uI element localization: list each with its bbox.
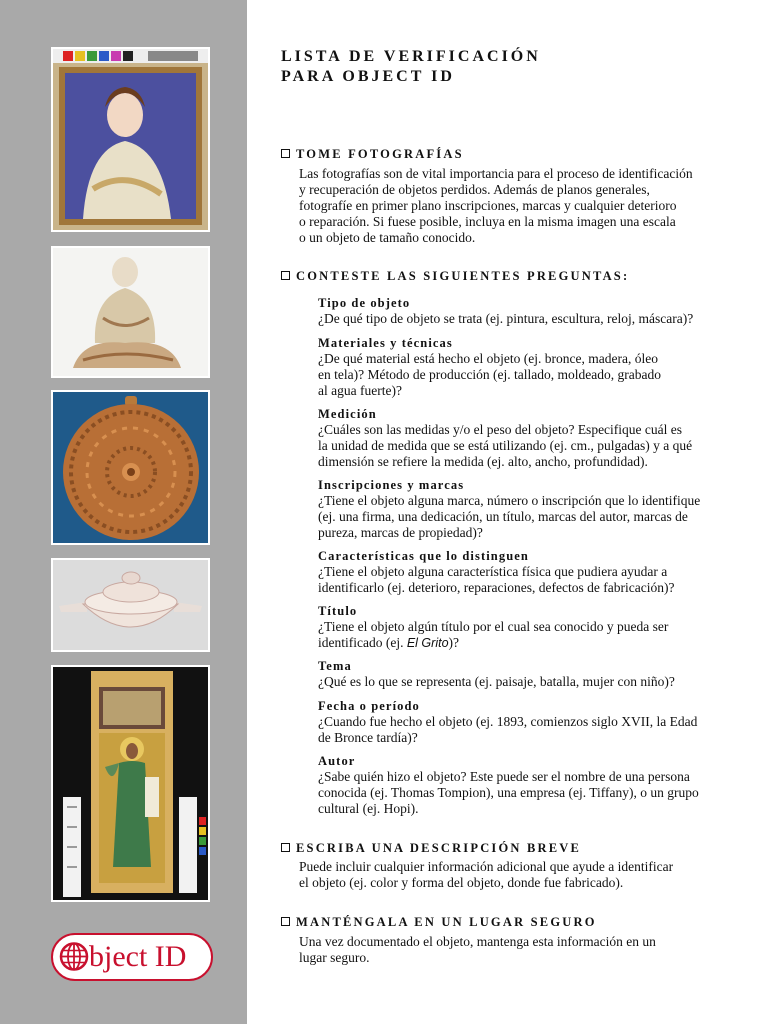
question-label: Inscripciones y marcas <box>318 478 465 492</box>
section-questions-heading: CONTESTE LAS SIGUIENTES PREGUNTAS: <box>281 268 629 284</box>
section-photos-body: Las fotografías son de vital importancia para el proceso de identificación y recuperación de objetos perdidos. Además de planos generales, fotografíe en primer plano inscripciones, marcas y cualquier deterioro o reparación. Si fuese posible, incluya en la misma imagen una escala o un objeto de tamaño conocido. <box>299 166 693 245</box>
question-label: Medición <box>318 407 377 421</box>
question-text: ¿Tiene el objeto alguna marca, número o inscripción que lo identifique (ej. una firma, una dedicación, un título, marcas del autor, marcas de pureza, marcas de propiedad)? <box>318 493 701 540</box>
question-label: Título <box>318 604 358 618</box>
question-item <box>318 603 738 651</box>
question-item <box>318 753 738 817</box>
sidebar <box>0 0 247 1024</box>
section-photos-heading: TOME FOTOGRAFÍAS <box>281 146 464 162</box>
religious-icon-photo <box>51 665 210 902</box>
question-text: ¿De qué tipo de objeto se trata (ej. pintura, escultura, reloj, máscara)? <box>318 311 694 326</box>
section-safe-heading: MANTÉNGALA EN UN LUGAR SEGURO <box>281 914 597 930</box>
checkbox-icon <box>281 271 290 280</box>
question-text: ¿De qué material está hecho el objeto (ej. bronce, madera, óleo en tela)? Método de producción (ej. tallado, moldeado, grabado al agua fuerte)? <box>318 351 661 398</box>
question-text: ¿Cuando fue hecho el objeto (ej. 1893, comienzos siglo XVII, la Edad de Bronce tardía)? <box>318 714 698 745</box>
covered-bowl-photo <box>51 558 210 652</box>
page-title-line1: LISTA DE VERIFICACIÓN <box>281 48 541 65</box>
question-text: ¿Tiene el objeto algún título por el cual sea conocido y pueda ser identificado (ej. El Grito)? <box>318 619 669 650</box>
question-item <box>318 658 738 690</box>
question-item <box>318 406 738 470</box>
page-title-line2: PARA OBJECT ID <box>281 68 455 85</box>
question-text: ¿Cuáles son las medidas y/o el peso del objeto? Especifique cuál es la unidad de medida que se está utilizando (ej. cm., pulgadas) y a qué dimensión se refiere la medida (ej. alto, ancho, profundidad). <box>318 422 693 469</box>
seated-sculpture-photo <box>51 246 210 378</box>
portrait-painting-photo <box>51 47 210 232</box>
question-item <box>318 335 738 399</box>
question-text: ¿Tiene el objeto alguna característica física que pudiera ayudar a identificarlo (ej. deterioro, reparaciones, defectos de fabricación)? <box>318 564 675 595</box>
logo-text: bject ID <box>89 940 187 973</box>
question-item <box>318 295 738 327</box>
question-item <box>318 477 738 541</box>
question-label: Tema <box>318 659 352 673</box>
checkbox-icon <box>281 917 290 926</box>
checkbox-icon <box>281 149 290 158</box>
question-label: Tipo de objeto <box>318 296 411 310</box>
question-label: Materiales y técnicas <box>318 336 453 350</box>
section-description-body: Puede incluir cualquier información adicional que ayude a identificar el objeto (ej. color y forma del objeto, donde fue fabricado). <box>299 859 674 890</box>
question-text: ¿Qué es lo que se representa (ej. paisaje, batalla, mujer con niño)? <box>318 674 675 689</box>
globe-icon <box>59 940 89 973</box>
question-label: Fecha o período <box>318 699 420 713</box>
question-label: Autor <box>318 754 356 768</box>
decorated-plate-photo <box>51 390 210 545</box>
question-item <box>318 548 738 596</box>
checkbox-icon <box>281 843 290 852</box>
question-text: ¿Sabe quién hizo el objeto? Este puede ser el nombre de una persona conocida (ej. Thomas Tompion), una empresa (ej. Tiffany), o un grupo cultural (ej. Hopi). <box>318 769 699 816</box>
section-description-heading: ESCRIBA UNA DESCRIPCIÓN BREVE <box>281 840 581 856</box>
section-safe-body: Una vez documentado el objeto, mantenga esta información en un lugar seguro. <box>299 934 656 965</box>
object-id-logo <box>51 933 213 981</box>
title-example-italic: El Grito <box>406 636 449 650</box>
question-label: Características que lo distinguen <box>318 549 529 563</box>
question-item <box>318 698 738 746</box>
